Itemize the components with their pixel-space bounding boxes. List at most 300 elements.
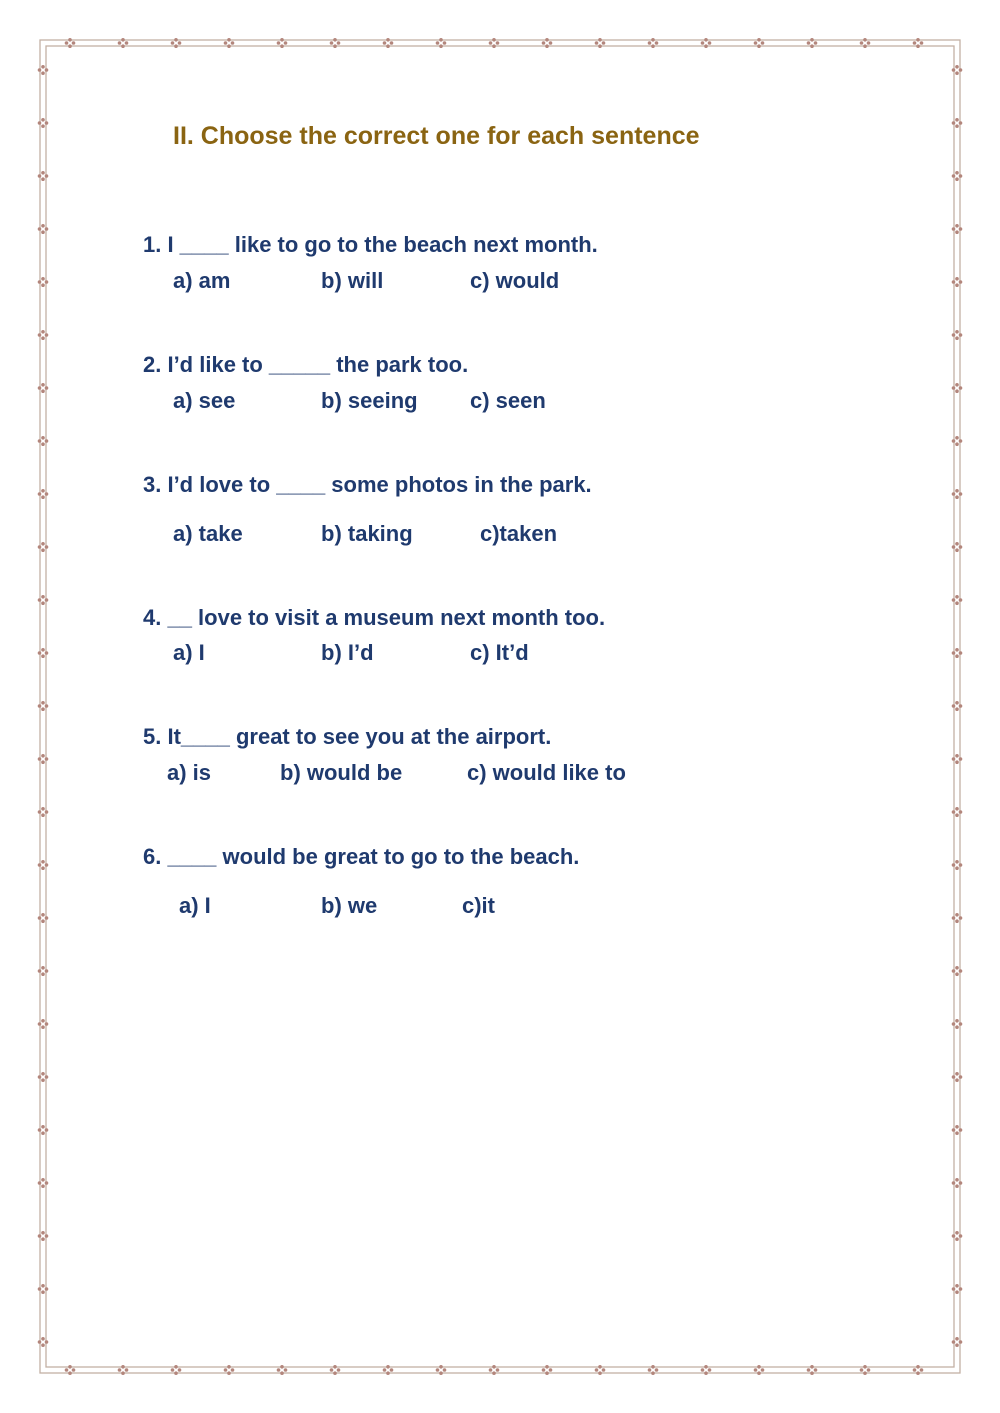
- border-flower-dot: [867, 1368, 871, 1372]
- border-flower-dot: [436, 1368, 440, 1372]
- border-flower-dot: [955, 495, 959, 499]
- border-flower-dot: [68, 44, 72, 48]
- border-flower-dot: [952, 1340, 956, 1344]
- border-flower-dot: [125, 1368, 129, 1372]
- border-flower-dot: [41, 336, 45, 340]
- border-flower-dot: [955, 230, 959, 234]
- border-flower-dot: [761, 41, 765, 45]
- border-flower-dot: [41, 1019, 45, 1023]
- option-4a: a) I: [173, 640, 205, 665]
- border-flower-dot: [45, 916, 49, 920]
- border-flower-dot: [959, 863, 963, 867]
- border-flower-dot: [68, 1371, 72, 1375]
- border-flower-dot: [45, 1340, 49, 1344]
- border-flower-dot: [757, 1371, 761, 1375]
- border-flower-dot: [41, 813, 45, 817]
- border-flower-dot: [955, 919, 959, 923]
- border-flower-dot: [651, 38, 655, 42]
- border-flower-dot: [41, 701, 45, 705]
- border-flower-dot: [913, 1368, 917, 1372]
- border-flower-dot: [542, 41, 546, 45]
- border-flower-dot: [41, 919, 45, 923]
- border-flower-dot: [754, 1368, 758, 1372]
- border-flower-dot: [121, 44, 125, 48]
- border-flower-dot: [45, 1022, 49, 1026]
- border-flower-dot: [45, 386, 49, 390]
- border-flower-dot: [41, 1078, 45, 1082]
- border-flower-dot: [916, 44, 920, 48]
- border-flower-dot: [118, 41, 122, 45]
- border-flower-dot: [38, 757, 42, 761]
- border-flower-dot: [704, 1365, 708, 1369]
- border-flower-dot: [651, 1371, 655, 1375]
- border-flower-dot: [648, 1368, 652, 1372]
- border-flower-dot: [959, 545, 963, 549]
- border-flower-dot: [333, 1365, 337, 1369]
- border-flower-dot: [952, 1234, 956, 1238]
- border-flower-dot: [38, 916, 42, 920]
- border-flower-dot: [952, 916, 956, 920]
- border-flower-dot: [955, 442, 959, 446]
- border-flower-dot: [545, 1371, 549, 1375]
- border-flower-dot: [45, 545, 49, 549]
- border-flower-dot: [952, 386, 956, 390]
- border-flower-dot: [443, 41, 447, 45]
- border-flower-dot: [386, 44, 390, 48]
- border-flower-dot: [598, 1365, 602, 1369]
- border-flower-dot: [810, 1371, 814, 1375]
- border-flower-dot: [41, 760, 45, 764]
- question-3: 3. I’d love to ____ some photos in the park.: [143, 472, 592, 497]
- border-flower-dot: [952, 68, 956, 72]
- border-flower-dot: [545, 44, 549, 48]
- border-flower-dot: [757, 44, 761, 48]
- border-flower-dot: [492, 38, 496, 42]
- border-flower-dot: [41, 542, 45, 546]
- border-flower-dot: [38, 1022, 42, 1026]
- border-flower-dot: [955, 436, 959, 440]
- border-flower-dot: [45, 1287, 49, 1291]
- border-flower-dot: [41, 283, 45, 287]
- worksheet-title: II. Choose the correct one for each sentence: [173, 122, 700, 150]
- border-flower-dot: [280, 1365, 284, 1369]
- option-3c: c)taken: [480, 521, 558, 546]
- border-flower-dot: [955, 277, 959, 281]
- question-1: 1. I ____ like to go to the beach next month.: [143, 232, 598, 257]
- border-flower-dot: [955, 1290, 959, 1294]
- border-flower-dot: [280, 1371, 284, 1375]
- border-flower-dot: [41, 383, 45, 387]
- border-flower-dot: [959, 1181, 963, 1185]
- border-flower-dot: [955, 972, 959, 976]
- border-flower-dot: [38, 1287, 42, 1291]
- border-flower-dot: [952, 1287, 956, 1291]
- border-flower-dot: [41, 124, 45, 128]
- option-3b: b) taking: [321, 521, 413, 546]
- border-flower-dot: [757, 38, 761, 42]
- border-flower-dot: [955, 548, 959, 552]
- border-flower-dot: [45, 1234, 49, 1238]
- border-flower-dot: [386, 1365, 390, 1369]
- question-5: 5. It____ great to see you at the airport.: [143, 724, 552, 749]
- border-flower-dot: [277, 41, 281, 45]
- border-flower-dot: [174, 1365, 178, 1369]
- border-flower-dot: [38, 492, 42, 496]
- border-flower-dot: [45, 174, 49, 178]
- border-flower-dot: [171, 41, 175, 45]
- border-flower-dot: [224, 41, 228, 45]
- border-flower-dot: [708, 1368, 712, 1372]
- border-flower-dot: [41, 1343, 45, 1347]
- border-flower-dot: [45, 704, 49, 708]
- border-flower-dot: [959, 1022, 963, 1026]
- border-flower-dot: [955, 489, 959, 493]
- border-flower-dot: [602, 1368, 606, 1372]
- border-flower-dot: [41, 648, 45, 652]
- border-flower-dot: [860, 1368, 864, 1372]
- border-flower-dot: [227, 38, 231, 42]
- border-flower-dot: [863, 1371, 867, 1375]
- border-flower-dot: [41, 171, 45, 175]
- option-1b: b) will: [321, 268, 384, 293]
- border-flower-dot: [489, 1368, 493, 1372]
- border-flower-dot: [655, 41, 659, 45]
- border-flower-dot: [955, 389, 959, 393]
- border-flower-dot: [125, 41, 129, 45]
- border-flower-dot: [952, 333, 956, 337]
- border-flower-dot: [959, 1340, 963, 1344]
- border-flower-dot: [955, 754, 959, 758]
- border-flower-dot: [952, 704, 956, 708]
- border-flower-dot: [284, 41, 288, 45]
- border-flower-dot: [598, 38, 602, 42]
- border-flower-dot: [118, 1368, 122, 1372]
- border-flower-dot: [863, 44, 867, 48]
- border-flower-dot: [959, 1287, 963, 1291]
- border-flower-dot: [863, 1365, 867, 1369]
- border-flower-dot: [383, 41, 387, 45]
- border-flower-dot: [65, 41, 69, 45]
- border-flower-dot: [701, 41, 705, 45]
- border-flower-dot: [489, 41, 493, 45]
- border-flower-dot: [38, 174, 42, 178]
- border-flower-dot: [227, 44, 231, 48]
- border-flower-dot: [955, 1284, 959, 1288]
- border-flower-dot: [72, 41, 76, 45]
- border-flower-dot: [41, 442, 45, 446]
- border-flower-dot: [41, 966, 45, 970]
- border-flower-dot: [45, 227, 49, 231]
- border-flower-dot: [45, 333, 49, 337]
- border-flower-dot: [913, 41, 917, 45]
- border-flower-dot: [959, 68, 963, 72]
- border-flower-dot: [920, 1368, 924, 1372]
- border-flower-dot: [38, 1340, 42, 1344]
- border-flower-dot: [45, 492, 49, 496]
- border-flower-dot: [810, 1365, 814, 1369]
- border-flower-dot: [41, 489, 45, 493]
- border-flower-dot: [959, 757, 963, 761]
- border-flower-dot: [955, 860, 959, 864]
- option-1c: c) would: [470, 268, 560, 293]
- border-flower-dot: [41, 1125, 45, 1129]
- border-flower-dot: [955, 65, 959, 69]
- border-flower-dot: [496, 41, 500, 45]
- question-2: 2. I’d like to _____ the park too.: [143, 352, 469, 377]
- border-flower-dot: [45, 1128, 49, 1132]
- border-flower-dot: [814, 41, 818, 45]
- border-flower-dot: [952, 863, 956, 867]
- border-flower-dot: [41, 654, 45, 658]
- border-flower-dot: [651, 44, 655, 48]
- border-flower-dot: [41, 1284, 45, 1288]
- border-flower-dot: [952, 439, 956, 443]
- border-flower-dot: [814, 1368, 818, 1372]
- border-flower-dot: [955, 866, 959, 870]
- border-flower-dot: [952, 1128, 956, 1132]
- border-flower-dot: [41, 548, 45, 552]
- border-flower-dot: [38, 863, 42, 867]
- border-flower-dot: [45, 810, 49, 814]
- border-flower-dot: [952, 545, 956, 549]
- option-2a: a) see: [173, 388, 236, 413]
- border-flower-dot: [955, 966, 959, 970]
- border-flower-dot: [41, 330, 45, 334]
- border-flower-dot: [952, 1075, 956, 1079]
- border-flower-dot: [45, 1075, 49, 1079]
- border-flower-dot: [45, 757, 49, 761]
- border-flower-dot: [916, 1365, 920, 1369]
- border-flower-dot: [595, 41, 599, 45]
- border-flower-dot: [38, 121, 42, 125]
- border-flower-dot: [41, 1072, 45, 1076]
- border-flower-dot: [227, 1365, 231, 1369]
- border-flower-dot: [810, 38, 814, 42]
- border-flower-dot: [952, 651, 956, 655]
- border-flower-dot: [955, 1178, 959, 1182]
- border-flower-dot: [171, 1368, 175, 1372]
- border-flower-dot: [333, 38, 337, 42]
- border-flower-dot: [386, 38, 390, 42]
- border-flower-dot: [174, 44, 178, 48]
- border-flower-dot: [860, 41, 864, 45]
- border-flower-dot: [955, 1078, 959, 1082]
- option-6b: b) we: [321, 893, 378, 918]
- border-flower-dot: [955, 1072, 959, 1076]
- option-3a: a) take: [173, 521, 243, 546]
- border-flower-dot: [436, 41, 440, 45]
- option-4b: b) I’d: [321, 640, 374, 665]
- border-flower-dot: [959, 916, 963, 920]
- border-flower-dot: [955, 1343, 959, 1347]
- border-flower-dot: [174, 1371, 178, 1375]
- border-flower-dot: [542, 1368, 546, 1372]
- border-flower-dot: [955, 542, 959, 546]
- border-flower-dot: [38, 280, 42, 284]
- border-flower-dot: [386, 1371, 390, 1375]
- border-flower-dot: [959, 227, 963, 231]
- border-flower-dot: [955, 124, 959, 128]
- border-flower-dot: [41, 389, 45, 393]
- border-flower-dot: [952, 280, 956, 284]
- border-flower-dot: [955, 1231, 959, 1235]
- border-flower-dot: [41, 707, 45, 711]
- border-flower-dot: [41, 1025, 45, 1029]
- border-flower-dot: [704, 1371, 708, 1375]
- border-flower-dot: [38, 598, 42, 602]
- border-flower-dot: [45, 68, 49, 72]
- option-6a: a) I: [179, 893, 211, 918]
- border-flower-dot: [955, 760, 959, 764]
- border-flower-dot: [45, 121, 49, 125]
- border-flower-dot: [65, 1368, 69, 1372]
- border-flower-dot: [959, 598, 963, 602]
- border-flower-dot: [959, 121, 963, 125]
- border-flower-dot: [602, 41, 606, 45]
- border-flower-dot: [38, 1128, 42, 1132]
- border-flower-dot: [41, 65, 45, 69]
- border-flower-dot: [952, 969, 956, 973]
- border-flower-dot: [955, 701, 959, 705]
- border-flower-dot: [595, 1368, 599, 1372]
- border-flower-dot: [955, 813, 959, 817]
- border-flower-dot: [708, 41, 712, 45]
- border-flower-dot: [41, 860, 45, 864]
- border-flower-dot: [955, 283, 959, 287]
- border-flower-dot: [41, 1290, 45, 1294]
- border-flower-dot: [45, 1181, 49, 1185]
- border-flower-dot: [959, 651, 963, 655]
- border-flower-dot: [955, 171, 959, 175]
- border-flower-dot: [439, 38, 443, 42]
- border-flower-dot: [955, 330, 959, 334]
- border-flower-dot: [955, 383, 959, 387]
- border-flower-dot: [549, 41, 553, 45]
- border-flower-dot: [45, 651, 49, 655]
- border-flower-dot: [41, 1178, 45, 1182]
- border-flower-dot: [38, 1075, 42, 1079]
- border-flower-dot: [41, 224, 45, 228]
- border-flower-dot: [41, 601, 45, 605]
- border-flower-dot: [955, 1184, 959, 1188]
- border-flower-dot: [383, 1368, 387, 1372]
- border-flower-dot: [38, 333, 42, 337]
- border-flower-dot: [701, 1368, 705, 1372]
- border-flower-dot: [41, 71, 45, 75]
- option-2c: c) seen: [470, 388, 546, 413]
- border-flower-dot: [121, 38, 125, 42]
- border-flower-dot: [439, 1365, 443, 1369]
- border-flower-dot: [121, 1371, 125, 1375]
- border-flower-dot: [41, 913, 45, 917]
- border-flower-dot: [916, 1371, 920, 1375]
- border-flower-dot: [959, 174, 963, 178]
- border-flower-dot: [955, 595, 959, 599]
- border-flower-dot: [390, 1368, 394, 1372]
- border-flower-dot: [38, 1234, 42, 1238]
- border-flower-dot: [41, 1131, 45, 1135]
- border-flower-dot: [754, 41, 758, 45]
- border-flower-dot: [955, 648, 959, 652]
- border-flower-dot: [38, 651, 42, 655]
- border-flower-dot: [333, 44, 337, 48]
- border-flower-dot: [45, 863, 49, 867]
- border-flower-dot: [952, 1181, 956, 1185]
- border-flower-dot: [959, 280, 963, 284]
- border-flower-dot: [757, 1365, 761, 1369]
- border-flower-dot: [492, 1365, 496, 1369]
- border-flower-dot: [959, 704, 963, 708]
- question-6: 6. ____ would be great to go to the beach.: [143, 844, 580, 869]
- border-flower-dot: [439, 44, 443, 48]
- border-flower-dot: [41, 807, 45, 811]
- border-flower-dot: [959, 386, 963, 390]
- border-flower-dot: [761, 1368, 765, 1372]
- border-flower-dot: [863, 38, 867, 42]
- border-flower-dot: [38, 704, 42, 708]
- border-flower-dot: [38, 1181, 42, 1185]
- border-flower-dot: [959, 333, 963, 337]
- border-flower-dot: [598, 44, 602, 48]
- border-flower-dot: [45, 280, 49, 284]
- border-flower-dot: [545, 38, 549, 42]
- border-flower-dot: [439, 1371, 443, 1375]
- border-flower-dot: [704, 38, 708, 42]
- border-flower-dot: [121, 1365, 125, 1369]
- border-flower-dot: [955, 118, 959, 122]
- border-flower-dot: [280, 38, 284, 42]
- border-flower-dot: [72, 1368, 76, 1372]
- border-flower-dot: [655, 1368, 659, 1372]
- border-flower-dot: [955, 1237, 959, 1241]
- border-flower-dot: [41, 277, 45, 281]
- border-flower-dot: [231, 41, 235, 45]
- border-flower-dot: [38, 227, 42, 231]
- border-flower-dot: [496, 1368, 500, 1372]
- border-flower-dot: [38, 386, 42, 390]
- border-flower-dot: [227, 1371, 231, 1375]
- border-flower-dot: [38, 439, 42, 443]
- border-flower-dot: [41, 1184, 45, 1188]
- option-5c: c) would like to: [467, 760, 626, 785]
- border-flower-dot: [38, 810, 42, 814]
- border-flower-dot: [280, 44, 284, 48]
- border-flower-dot: [952, 1022, 956, 1026]
- border-flower-dot: [41, 754, 45, 758]
- border-flower-dot: [333, 1371, 337, 1375]
- border-flower-dot: [959, 1234, 963, 1238]
- question-4: 4. __ love to visit a museum next month too.: [143, 605, 606, 630]
- border-flower-dot: [549, 1368, 553, 1372]
- border-flower-dot: [337, 41, 341, 45]
- border-flower-dot: [41, 230, 45, 234]
- border-flower-dot: [952, 121, 956, 125]
- border-flower-dot: [955, 177, 959, 181]
- border-flower-dot: [41, 595, 45, 599]
- border-flower-dot: [41, 118, 45, 122]
- border-flower-dot: [41, 866, 45, 870]
- border-flower-dot: [45, 969, 49, 973]
- border-flower-dot: [955, 1125, 959, 1129]
- border-flower-dot: [867, 41, 871, 45]
- border-flower-dot: [231, 1368, 235, 1372]
- border-flower-dot: [959, 1075, 963, 1079]
- border-flower-dot: [807, 41, 811, 45]
- border-flower-dot: [41, 1337, 45, 1341]
- border-flower-dot: [330, 41, 334, 45]
- border-flower-dot: [38, 969, 42, 973]
- border-flower-dot: [955, 224, 959, 228]
